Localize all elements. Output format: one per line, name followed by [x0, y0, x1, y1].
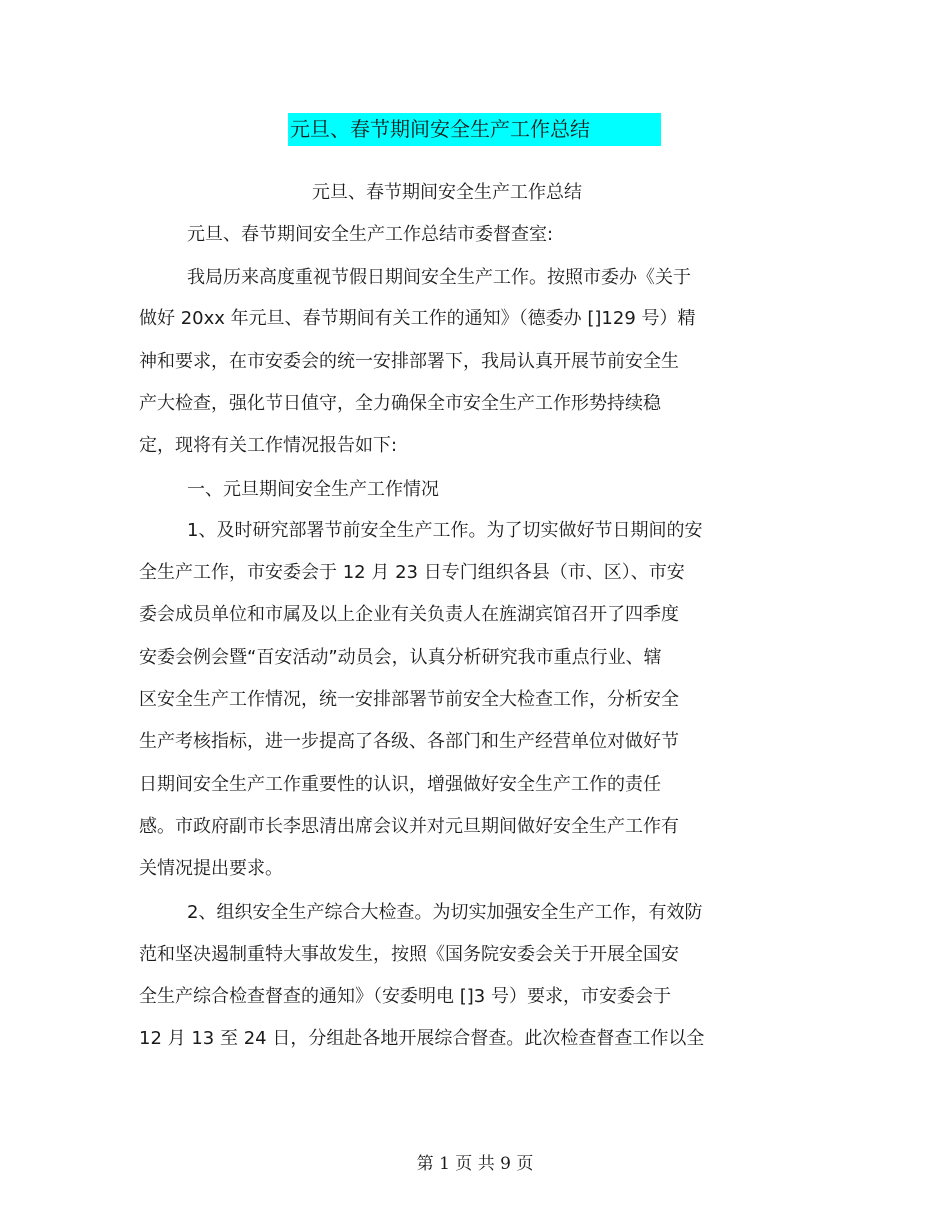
body-line: 我局历来高度重视节假日期间安全生产工作。按照市委办《关于 [187, 267, 691, 288]
body-line: 定，现将有关工作情况报告如下: [139, 435, 398, 456]
body-line: 区安全生产工作情况，统一安排部署节前安全大检查工作，分析安全 [139, 689, 679, 710]
body-line: 感。市政府副市长李思清出席会议并对元旦期间做好安全生产工作有 [139, 816, 679, 837]
body-line: 生产考核指标，进一步提高了各级、各部门和生产经营单位对做好节 [139, 731, 679, 752]
body-line: 全生产工作，市安委会于 12 月 23 日专门组织各县（市、区）、市安 [139, 562, 685, 583]
body-line: 12 月 13 至 24 日，分组赴各地开展综合督查。此次检查督查工作以全 [139, 1028, 705, 1049]
section-heading: 一、元旦期间安全生产工作情况 [187, 479, 439, 500]
page-number: 第 1 页 共 9 页 [416, 1154, 534, 1174]
body-line: 安委会例会暨“百安活动”动员会，认真分析研究我市重点行业、辖 [139, 647, 662, 668]
document-title: 元旦、春节期间安全生产工作总结 [290, 117, 590, 141]
body-line: 日期间安全生产工作重要性的认识，增强做好安全生产工作的责任 [139, 774, 661, 795]
body-line: 委会成员单位和市属及以上企业有关负责人在旌湖宾馆召开了四季度 [139, 604, 679, 625]
body-line: 范和坚决遏制重特大事故发生，按照《国务院安委会关于开展全国安 [139, 944, 679, 965]
body-line: 1、及时研究部署节前安全生产工作。为了切实做好节日期间的安 [187, 520, 703, 541]
body-line: 做好 20xx 年元旦、春节期间有关工作的通知》（德委办 []129 号）精 [139, 308, 696, 329]
body-line: 关情况提出要求。 [139, 858, 283, 879]
body-line: 神和要求，在市安委会的统一安排部署下，我局认真开展节前安全生 [139, 351, 679, 372]
body-line: 产大检查，强化节日值守，全力确保全市安全生产工作形势持续稳 [139, 393, 661, 414]
body-line: 2、组织安全生产综合大检查。为切实加强安全生产工作，有效防 [187, 902, 703, 923]
body-line: 全生产综合检查督查的通知》（安委明电 []3 号）要求，市安委会于 [139, 986, 671, 1007]
body-line: 元旦、春节期间安全生产工作总结市委督查室: [187, 224, 554, 245]
document-subtitle: 元旦、春节期间安全生产工作总结 [312, 182, 582, 203]
